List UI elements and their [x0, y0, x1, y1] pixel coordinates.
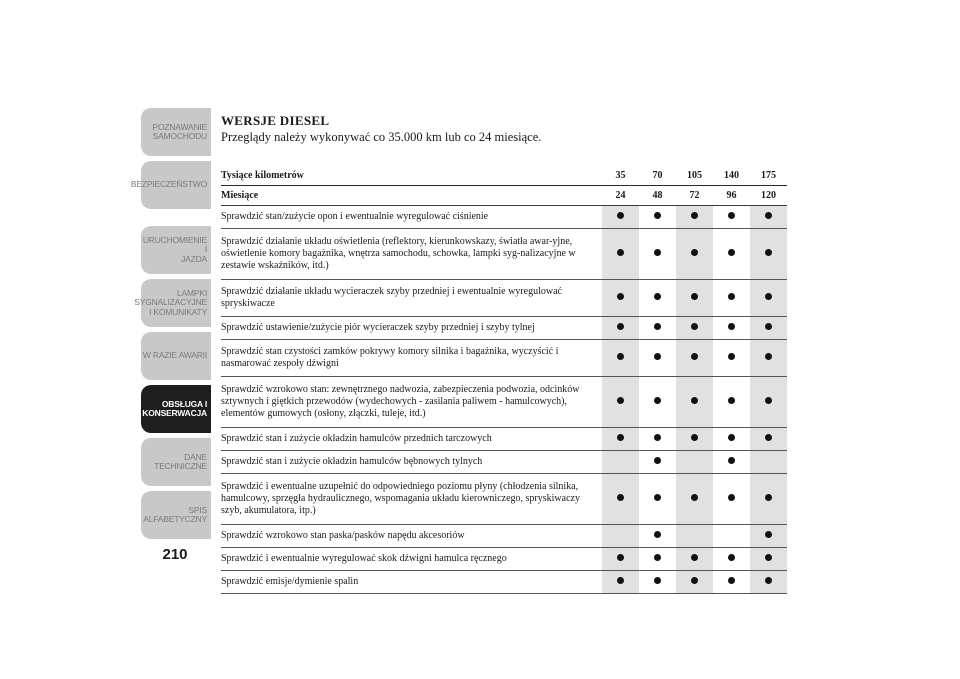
km-value: 35 — [615, 169, 626, 181]
check-dot-icon — [654, 531, 662, 539]
service-description: Sprawdzić emisje/dymienie spalin — [221, 571, 602, 594]
month-value: 120 — [761, 189, 776, 201]
km-value: 175 — [761, 169, 776, 181]
interval-cell — [602, 451, 639, 474]
table-row — [221, 548, 787, 571]
interval-cell — [639, 206, 676, 229]
check-dot-icon — [728, 353, 736, 361]
check-dot-icon — [728, 323, 736, 331]
tab-spis-alfabetyczny[interactable]: SPIS ALFABETYCZNY — [141, 491, 211, 539]
section-subheading: Przeglądy należy wykonywać co 35.000 km lub co 24 miesiące. — [221, 130, 542, 144]
km-value: 70 — [652, 169, 663, 181]
interval-cell — [676, 340, 713, 377]
check-dot-icon — [654, 212, 662, 220]
interval-cell — [639, 548, 676, 571]
check-dot-icon — [617, 323, 625, 331]
check-dot-icon — [765, 494, 773, 502]
check-dot-icon — [654, 434, 662, 442]
check-dot-icon — [765, 397, 773, 405]
interval-cell — [750, 428, 787, 451]
table-row — [221, 340, 787, 377]
interval-cell — [713, 340, 750, 377]
header-km-label: Tysiące kilometrów — [221, 169, 304, 181]
service-description: Sprawdzić działanie układu oświetlenia (reflektory, kierunkowskazy, światła awar-yjne, oświetlenie komory bagażnika, wnętrza samochodu, schowka, lampki syg-nalizacyjne w zestawie wskaźników, itd.) — [221, 229, 602, 280]
interval-cell — [750, 229, 787, 280]
interval-cell — [750, 206, 787, 229]
interval-cell — [602, 525, 639, 548]
check-dot-icon — [728, 434, 736, 442]
service-description: Sprawdzić stan i zużycie okładzin hamulców przednich tarczowych — [221, 428, 602, 451]
check-dot-icon — [617, 353, 625, 361]
page-number: 210 — [162, 546, 188, 563]
interval-cell — [676, 525, 713, 548]
service-description: Sprawdzić ustawienie/zużycie piór wycieraczek szyby przedniej i szyby tylnej — [221, 317, 602, 340]
check-dot-icon — [728, 494, 736, 502]
check-dot-icon — [765, 293, 773, 301]
month-value: 48 — [652, 189, 663, 201]
service-description: Sprawdzić działanie układu wycieraczek szyby przedniej i ewentualnie wyregulować spryskiwacze — [221, 280, 602, 317]
interval-cell — [713, 206, 750, 229]
check-dot-icon — [654, 323, 662, 331]
interval-cell — [713, 571, 750, 594]
month-value: 96 — [726, 189, 737, 201]
interval-cell — [602, 280, 639, 317]
table-row — [221, 428, 787, 451]
check-dot-icon — [728, 293, 736, 301]
interval-cell — [602, 474, 639, 525]
interval-cell — [676, 571, 713, 594]
interval-cell — [750, 548, 787, 571]
interval-cell — [676, 428, 713, 451]
check-dot-icon — [691, 494, 699, 502]
check-dot-icon — [617, 554, 625, 562]
service-description: Sprawdzić stan czystości zamków pokrywy komory silnika i bagażnika, wyczyścić i nasmarować zespoły dźwigni — [221, 340, 602, 377]
interval-cell — [602, 571, 639, 594]
interval-cell — [602, 377, 639, 428]
check-dot-icon — [765, 323, 773, 331]
check-dot-icon — [765, 353, 773, 361]
check-dot-icon — [728, 249, 736, 257]
check-dot-icon — [765, 554, 773, 562]
check-dot-icon — [728, 397, 736, 405]
interval-cell — [639, 474, 676, 525]
interval-cell — [750, 377, 787, 428]
maintenance-table — [221, 166, 780, 594]
interval-cell — [713, 525, 750, 548]
check-dot-icon — [617, 434, 625, 442]
km-value: 105 — [687, 169, 702, 181]
check-dot-icon — [654, 554, 662, 562]
check-dot-icon — [691, 353, 699, 361]
interval-cell — [676, 474, 713, 525]
interval-cell — [750, 571, 787, 594]
interval-cell — [750, 525, 787, 548]
interval-cell — [750, 474, 787, 525]
check-dot-icon — [654, 397, 662, 405]
tab-uruchomienie-i-jazda[interactable]: URUCHOMIENIE I JAZDA — [141, 226, 211, 274]
check-dot-icon — [728, 577, 736, 585]
check-dot-icon — [765, 249, 773, 257]
table-body — [221, 206, 787, 594]
interval-cell — [676, 377, 713, 428]
interval-cell — [713, 548, 750, 571]
table-row — [221, 317, 787, 340]
interval-cell — [639, 451, 676, 474]
table-row — [221, 229, 787, 280]
tab-poznawanie-samochodu[interactable]: POZNAWANIE SAMOCHODU — [141, 108, 211, 156]
service-description: Sprawdzić wzrokowo stan: zewnętrznego nadwozia, zabezpieczenia podwozia, odcinków sztywnych i giętkich przewodów (wydechowych - zasilania paliwem - hamulcowych), elementów gumowych (osłony, złączki, tuleje, itd.) — [221, 377, 602, 428]
check-dot-icon — [617, 494, 625, 502]
check-dot-icon — [765, 212, 773, 220]
table-row — [221, 451, 787, 474]
tab-w-razie-awarii[interactable]: W RAZIE AWARII — [141, 332, 211, 380]
check-dot-icon — [691, 212, 699, 220]
km-value: 140 — [724, 169, 739, 181]
interval-cell — [713, 474, 750, 525]
check-dot-icon — [617, 577, 625, 585]
interval-cell — [639, 340, 676, 377]
check-dot-icon — [691, 397, 699, 405]
month-value: 72 — [689, 189, 700, 201]
tab-obsluga-i-konserwacja[interactable]: OBSŁUGA I KONSERWACJA — [141, 385, 211, 433]
service-description: Sprawdzić stan i zużycie okładzin hamulców bębnowych tylnych — [221, 451, 602, 474]
check-dot-icon — [765, 577, 773, 585]
interval-cell — [713, 280, 750, 317]
interval-cell — [676, 317, 713, 340]
interval-cell — [713, 229, 750, 280]
section-heading: WERSJE DIESEL — [221, 113, 330, 128]
interval-cell — [639, 280, 676, 317]
check-dot-icon — [691, 554, 699, 562]
check-dot-icon — [728, 554, 736, 562]
header-months-label: Miesiące — [221, 189, 259, 201]
check-dot-icon — [691, 249, 699, 257]
check-dot-icon — [654, 577, 662, 585]
check-dot-icon — [654, 293, 662, 301]
check-dot-icon — [654, 353, 662, 361]
interval-cell — [750, 280, 787, 317]
interval-cell — [602, 206, 639, 229]
tab-dane-techniczne[interactable]: DANE TECHNICZNE — [141, 438, 211, 486]
interval-cell — [639, 229, 676, 280]
check-dot-icon — [617, 293, 625, 301]
table-row — [221, 525, 787, 548]
interval-cell — [639, 377, 676, 428]
service-description: Sprawdzić i ewentualne uzupełnić do odpowiedniego poziomu płyny (chłodzenia silnika, hamulcowy, sprzęgła hydraulicznego, wspomagania układu kierowniczego, spryskiwaczy szyb, akumulatora, itp.) — [221, 474, 602, 525]
check-dot-icon — [691, 323, 699, 331]
table-row — [221, 280, 787, 317]
check-dot-icon — [691, 434, 699, 442]
interval-cell — [713, 317, 750, 340]
check-dot-icon — [617, 397, 625, 405]
header-km-row — [221, 166, 787, 186]
check-dot-icon — [654, 457, 662, 465]
interval-cell — [602, 548, 639, 571]
interval-cell — [750, 451, 787, 474]
interval-cell — [713, 377, 750, 428]
interval-cell — [639, 571, 676, 594]
month-value: 24 — [615, 189, 626, 201]
header-months-row — [221, 186, 787, 206]
interval-cell — [639, 317, 676, 340]
check-dot-icon — [617, 212, 625, 220]
interval-cell — [750, 340, 787, 377]
check-dot-icon — [765, 434, 773, 442]
table-row — [221, 571, 787, 594]
interval-cell — [602, 317, 639, 340]
interval-cell — [676, 229, 713, 280]
service-description: Sprawdzić i ewentualnie wyregulować skok dźwigni hamulca ręcznego — [221, 548, 602, 571]
interval-cell — [750, 317, 787, 340]
interval-cell — [602, 340, 639, 377]
interval-cell — [676, 451, 713, 474]
interval-cell — [676, 548, 713, 571]
table-row — [221, 206, 787, 229]
interval-cell — [676, 206, 713, 229]
interval-cell — [713, 451, 750, 474]
interval-cell — [713, 428, 750, 451]
interval-cell — [639, 525, 676, 548]
check-dot-icon — [617, 249, 625, 257]
interval-cell — [639, 428, 676, 451]
service-description: Sprawdzić wzrokowo stan paska/pasków napędu akcesoriów — [221, 525, 602, 548]
check-dot-icon — [691, 577, 699, 585]
check-dot-icon — [765, 531, 773, 539]
check-dot-icon — [728, 212, 736, 220]
check-dot-icon — [654, 249, 662, 257]
table-row — [221, 474, 787, 525]
table-row — [221, 377, 787, 428]
interval-cell — [676, 280, 713, 317]
check-dot-icon — [728, 457, 736, 465]
tab-bezpieczenstwo[interactable]: BEZPIECZEŃSTWO — [141, 161, 211, 209]
interval-cell — [602, 229, 639, 280]
check-dot-icon — [691, 293, 699, 301]
interval-cell — [602, 428, 639, 451]
tab-lampki-sygnalizacyjne[interactable]: LAMPKI SYGNALIZACYJNE I KOMUNIKATY — [141, 279, 211, 327]
service-description: Sprawdzić stan/zużycie opon i ewentualnie wyregulować ciśnienie — [221, 206, 602, 229]
check-dot-icon — [654, 494, 662, 502]
